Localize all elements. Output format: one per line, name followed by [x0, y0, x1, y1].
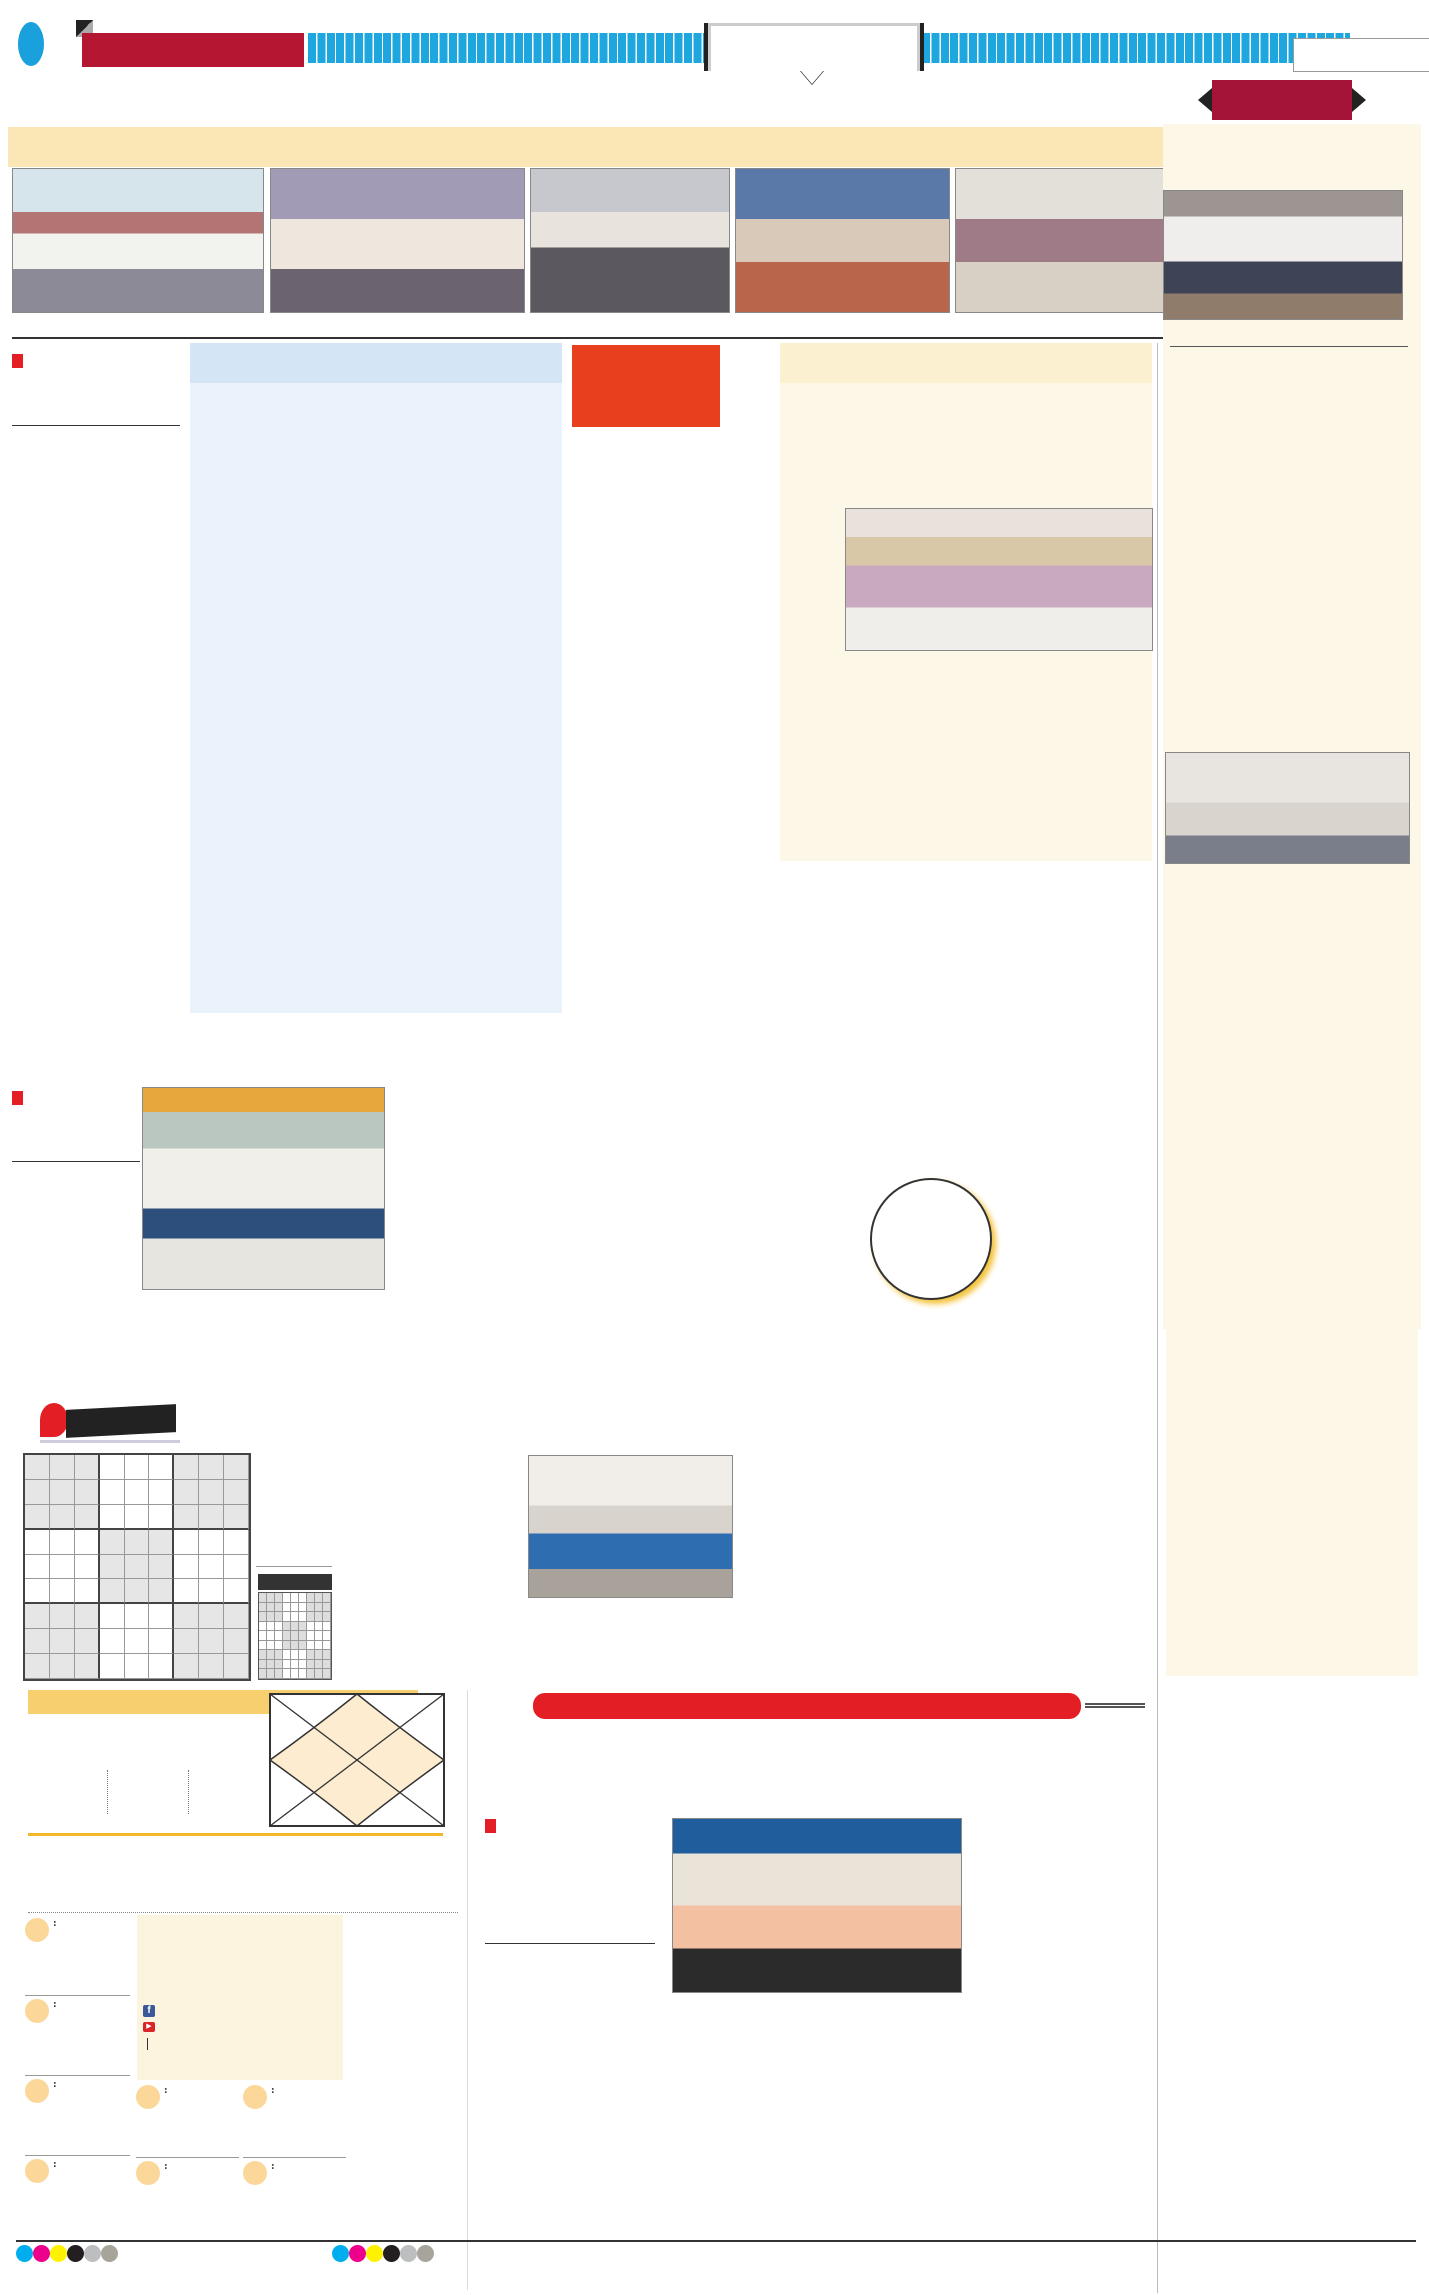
rashifal-dotted	[28, 1912, 458, 1913]
sudoku-cell[interactable]	[75, 1604, 100, 1629]
sudoku-cell[interactable]	[25, 1629, 50, 1654]
sudoku-answer-cell	[323, 1603, 331, 1613]
sudoku-answer-cell	[299, 1612, 307, 1622]
sudoku-answer-cell	[283, 1641, 291, 1651]
firozpur-body	[12, 430, 184, 1012]
rashi-item	[136, 2082, 239, 2157]
sudoku-answer-cell	[283, 1603, 291, 1613]
sudoku-answer-cell	[291, 1593, 299, 1603]
sudoku-cell[interactable]	[149, 1505, 174, 1530]
kakraula-subhead	[12, 1088, 142, 1110]
sudoku-cell[interactable]	[224, 1480, 249, 1505]
sudoku-answer-cell	[259, 1631, 267, 1641]
sudoku-badge	[40, 1403, 68, 1437]
lead-photo-1	[12, 168, 264, 313]
policybazaar-body	[1166, 1798, 1418, 2276]
sudoku-answer-cell	[283, 1593, 291, 1603]
sudoku-cell[interactable]	[224, 1530, 249, 1555]
rashi-sign-icon	[243, 2161, 267, 2185]
kundli-chart	[262, 1690, 452, 1830]
rashifal-planets	[32, 1770, 262, 1814]
sudoku-answer-cell	[307, 1631, 315, 1641]
malyarpan-body-left	[485, 1948, 655, 2288]
rashi-colon: :	[271, 2085, 275, 2096]
sudoku-cell[interactable]	[50, 1555, 75, 1580]
paper-name	[82, 33, 304, 67]
planet-column	[32, 1770, 101, 1814]
sudoku-answer-cell	[259, 1660, 267, 1670]
sudoku-cell[interactable]	[100, 1480, 125, 1505]
sudoku-cell[interactable]	[149, 1604, 174, 1629]
sudoku-cell[interactable]	[224, 1654, 249, 1679]
sudoku-answer-cell	[307, 1612, 315, 1622]
sudoku-cell[interactable]	[174, 1455, 199, 1480]
bullet-square-icon	[12, 354, 23, 368]
sudoku-cell[interactable]	[50, 1579, 75, 1604]
sudoku-cell[interactable]	[100, 1455, 125, 1480]
sudoku-answer-cell	[259, 1593, 267, 1603]
quick-read-label-box	[1212, 80, 1352, 120]
kakraula-body-mid	[148, 1312, 388, 1367]
sudoku-title-bar	[66, 1404, 176, 1438]
sudoku-answer-cell	[315, 1603, 323, 1613]
sudoku-cell[interactable]	[100, 1604, 125, 1629]
sudoku-cell[interactable]	[125, 1654, 150, 1679]
sudoku-cell[interactable]	[75, 1629, 100, 1654]
sudoku-answer-cell	[267, 1660, 275, 1670]
rashi-item	[25, 2155, 130, 2235]
sudoku-answer-cell	[267, 1603, 275, 1613]
sudoku-cell[interactable]	[50, 1604, 75, 1629]
malyarpan-body-right	[826, 2016, 972, 2288]
malyarpan-body-mid	[665, 2016, 820, 2288]
kundli-logo	[137, 1921, 343, 2001]
kakraula-divider	[12, 1161, 140, 1162]
sudoku-cell[interactable]	[50, 1455, 75, 1480]
rashi-col-2	[136, 2082, 239, 2232]
sudoku-answer-cell	[315, 1641, 323, 1651]
sudoku-answer-cell	[323, 1622, 331, 1632]
sudoku-cell[interactable]	[25, 1604, 50, 1629]
rashi-sign-icon	[25, 2159, 49, 2183]
kundli-youtube-row[interactable]	[143, 2022, 343, 2032]
sudoku-answer-cell	[315, 1631, 323, 1641]
sudoku-cell[interactable]	[50, 1505, 75, 1530]
sudoku-answer-cell	[267, 1593, 275, 1603]
sudoku-answer-cell	[283, 1612, 291, 1622]
sudoku-answer-cell	[323, 1631, 331, 1641]
sudoku-cell[interactable]	[199, 1579, 224, 1604]
sudoku-cell[interactable]	[224, 1629, 249, 1654]
rashifal-divider	[28, 1833, 443, 1836]
sudoku-cell[interactable]	[199, 1530, 224, 1555]
parents-body-left	[340, 1452, 468, 1687]
sudoku-answer-cell	[291, 1631, 299, 1641]
sudoku-answer-cell	[259, 1650, 267, 1660]
sudoku-answer-cell	[283, 1631, 291, 1641]
sudoku-cell[interactable]	[75, 1654, 100, 1679]
sudoku-answer-cell	[299, 1641, 307, 1651]
sudoku-answer-cell	[299, 1593, 307, 1603]
sudoku-answer-cell	[267, 1669, 275, 1679]
sudoku-cell[interactable]	[199, 1555, 224, 1580]
sudoku-title	[66, 1404, 176, 1410]
rashi-colon: :	[53, 1999, 57, 2010]
sudoku-cell[interactable]	[75, 1579, 100, 1604]
sudoku-cell[interactable]	[75, 1480, 100, 1505]
sudoku-answer-cell	[259, 1603, 267, 1613]
sudoku-answer-cell	[275, 1669, 283, 1679]
sudoku-answer-cell	[275, 1631, 283, 1641]
sudoku-cell[interactable]	[125, 1530, 150, 1555]
rashi-col-1	[25, 1915, 130, 2235]
rashi-colon: :	[164, 2161, 168, 2172]
firozpur-divider	[12, 425, 180, 426]
bottom-rule	[16, 2240, 1416, 2242]
sudoku-answer-cell	[315, 1669, 323, 1679]
sudoku-cell[interactable]	[149, 1530, 174, 1555]
school-body	[575, 928, 1080, 1014]
rashi-colon: :	[164, 2085, 168, 2096]
sudoku-cell[interactable]	[125, 1555, 150, 1580]
sudoku-answer-cell	[323, 1593, 331, 1603]
bullet-square-icon	[485, 1819, 496, 1833]
rashi-item	[25, 1995, 130, 2075]
sudoku-cell[interactable]	[125, 1604, 150, 1629]
sudoku-cell[interactable]	[125, 1480, 150, 1505]
farrukhnagar-body	[195, 388, 557, 1008]
baisakhi-body	[975, 1772, 1155, 2287]
kakraula-photo	[142, 1087, 385, 1290]
sudoku-cell[interactable]	[199, 1604, 224, 1629]
sudoku-answer-cell	[283, 1660, 291, 1670]
sudoku-answer-cell	[267, 1622, 275, 1632]
sudoku-answer-title-bar	[258, 1574, 332, 1590]
sudoku-cell[interactable]	[224, 1455, 249, 1480]
lead-divider	[12, 337, 1248, 339]
sudoku-answer-cell	[259, 1622, 267, 1632]
lead-headline	[8, 72, 1238, 134]
sudoku-answer-cell	[275, 1593, 283, 1603]
quick-read-photo	[1163, 190, 1403, 320]
sudoku-answer-cell	[315, 1593, 323, 1603]
bimla-body	[784, 388, 1148, 858]
sudoku-cell[interactable]	[25, 1654, 50, 1679]
sudoku-answer-cell	[275, 1660, 283, 1670]
sudoku-cell[interactable]	[149, 1654, 174, 1679]
sudoku-cell[interactable]	[174, 1480, 199, 1505]
sudoku-answer-cell	[291, 1660, 299, 1670]
sudoku-answer-cell	[275, 1612, 283, 1622]
sudoku-answer-cell	[267, 1612, 275, 1622]
sudoku-answer-cell	[299, 1631, 307, 1641]
sudoku-cell[interactable]	[75, 1530, 100, 1555]
malyarpan-subhead	[485, 1815, 660, 1839]
rashi-col-3	[243, 2082, 346, 2232]
kakraula-body-left	[12, 1166, 142, 1362]
sudoku-cell[interactable]	[25, 1480, 50, 1505]
youtube-icon: ▶	[143, 2022, 155, 2032]
sudoku-answer-cell	[275, 1650, 283, 1660]
kundli-timing-row	[143, 2038, 343, 2050]
quick-read-body	[1166, 350, 1416, 672]
kundli-separator	[147, 2038, 148, 2050]
sudoku-cell[interactable]	[174, 1604, 199, 1629]
sudoku-cell[interactable]	[50, 1629, 75, 1654]
sudoku-answer-cell	[259, 1641, 267, 1651]
sudoku-cell[interactable]	[199, 1505, 224, 1530]
sudoku-cell[interactable]	[100, 1579, 125, 1604]
rashi-colon: :	[53, 2159, 57, 2170]
sudoku-answer-cell	[323, 1612, 331, 1622]
sudoku-answer-cell	[259, 1669, 267, 1679]
sudoku-answer-cell	[283, 1650, 291, 1660]
sudoku-answer-cell	[267, 1631, 275, 1641]
sudoku-cell[interactable]	[149, 1629, 174, 1654]
sudoku-cell[interactable]	[174, 1505, 199, 1530]
column-rule	[467, 1690, 468, 2290]
malyarpan-divider	[485, 1943, 655, 1944]
sudoku-cell[interactable]	[199, 1480, 224, 1505]
sudoku-cell[interactable]	[174, 1654, 199, 1679]
rashi-item	[25, 1915, 130, 1995]
rashi-sign-icon	[25, 1918, 49, 1942]
sudoku-answer-cell	[299, 1669, 307, 1679]
rashi-item	[136, 2157, 239, 2232]
planet-column	[107, 1770, 181, 1814]
sudoku-cell[interactable]	[149, 1480, 174, 1505]
registration-dots-right	[332, 2245, 434, 2262]
sudoku-cell[interactable]	[199, 1654, 224, 1679]
malyarpan-photo	[672, 1818, 962, 1993]
sudoku-cell[interactable]	[75, 1455, 100, 1480]
sudoku-answer-cell	[307, 1622, 315, 1632]
sudoku-cell[interactable]	[224, 1604, 249, 1629]
sudoku-cell[interactable]	[224, 1505, 249, 1530]
sudoku-cell[interactable]	[174, 1555, 199, 1580]
sudoku-cell[interactable]	[100, 1654, 125, 1679]
sudoku-answer-cell	[307, 1669, 315, 1679]
lead-photo-4	[735, 168, 950, 313]
masthead-stripes-left	[308, 33, 706, 63]
sudoku-cell[interactable]	[174, 1530, 199, 1555]
sudoku-answer-cell	[323, 1650, 331, 1660]
sudoku-answer-cell	[283, 1622, 291, 1632]
bullet-square-icon	[12, 1091, 23, 1105]
parents-body-right	[742, 1452, 1147, 1687]
kundli-ad	[137, 1915, 343, 2080]
sudoku-answer-cell	[307, 1641, 315, 1651]
sudoku-cell[interactable]	[125, 1505, 150, 1530]
sudoku-answer-cell	[307, 1603, 315, 1613]
rashifal-panchang	[28, 1838, 448, 1902]
sudoku-answer-cell	[291, 1612, 299, 1622]
sudoku-cell[interactable]	[25, 1455, 50, 1480]
sudoku-answer-cell	[275, 1622, 283, 1632]
rashi-item	[243, 2082, 346, 2157]
sudoku-cell[interactable]	[25, 1530, 50, 1555]
bimla-head-box	[780, 343, 1152, 383]
sudoku-answer-cell	[299, 1603, 307, 1613]
sudoku-cell[interactable]	[149, 1579, 174, 1604]
rashi-sign-icon	[25, 2079, 49, 2103]
jayanti-pullquote	[870, 1178, 992, 1300]
parents-body-bottom	[474, 1618, 737, 1688]
sudoku-cell[interactable]	[100, 1555, 125, 1580]
sudoku-answer-cell	[299, 1660, 307, 1670]
lead-photo-3	[530, 168, 730, 313]
lead-deck	[8, 127, 1246, 167]
bimla-photo-spacer	[840, 388, 1148, 678]
page-number-badge	[18, 22, 44, 66]
sudoku-cell[interactable]	[50, 1530, 75, 1555]
sudoku-cell[interactable]	[174, 1579, 199, 1604]
sudoku-cell[interactable]	[125, 1455, 150, 1480]
sudoku-cell[interactable]	[149, 1455, 174, 1480]
sudoku-answer-cell	[275, 1641, 283, 1651]
rashi-colon: :	[53, 2079, 57, 2090]
rashi-item	[25, 2075, 130, 2155]
sudoku-cell[interactable]	[125, 1629, 150, 1654]
sudoku-answer-cell	[315, 1612, 323, 1622]
sudoku-cell[interactable]	[100, 1530, 125, 1555]
sudoku-cell[interactable]	[25, 1579, 50, 1604]
sudoku-answer-cell	[307, 1650, 315, 1660]
rashi-col-4	[350, 1915, 455, 2235]
column-rule	[1157, 343, 1158, 2293]
malyarpan-kicker	[533, 1693, 1081, 1719]
quick-read-arrow-left	[1198, 88, 1212, 112]
sudoku-cell[interactable]	[125, 1579, 150, 1604]
rashi-colon: :	[271, 2161, 275, 2172]
sudoku-cell[interactable]	[100, 1629, 125, 1654]
farrukhnagar-head-box	[190, 343, 562, 383]
tauru-headline	[572, 345, 720, 351]
rashi-sign-icon	[243, 2085, 267, 2109]
quick-read-divider	[1170, 346, 1408, 347]
sudoku-answer-cell	[291, 1641, 299, 1651]
nirmanadhin-photo	[1165, 752, 1410, 864]
sudoku-answer-cell	[323, 1641, 331, 1651]
sudoku-answer-cell	[315, 1622, 323, 1632]
sudoku-cell[interactable]	[75, 1555, 100, 1580]
sudoku-cell[interactable]	[25, 1505, 50, 1530]
sudoku-answer-cell	[267, 1650, 275, 1660]
sudoku-answer-cell	[291, 1603, 299, 1613]
nirmanadhin-body	[1166, 900, 1416, 1152]
parents-photo	[528, 1455, 733, 1598]
sudoku-answer-cell	[315, 1660, 323, 1670]
rashi-item	[243, 2157, 346, 2232]
dateline-box	[1293, 38, 1429, 72]
sudoku-answer-cell	[323, 1660, 331, 1670]
sudoku-answer-cell	[299, 1650, 307, 1660]
tauru-body	[572, 432, 720, 860]
sudoku-answer-cell	[307, 1593, 315, 1603]
lead-photo-2	[270, 168, 525, 313]
facebook-icon: f	[143, 2005, 155, 2017]
sudoku-answer-cell	[299, 1622, 307, 1632]
sudoku-answer-divider	[256, 1566, 332, 1567]
sudoku-answer-cell	[323, 1669, 331, 1679]
rashi-sign-icon	[25, 1999, 49, 2023]
sudoku-cell[interactable]	[199, 1455, 224, 1480]
kakraula-body-right	[390, 1087, 520, 1367]
sudoku-cell[interactable]	[174, 1629, 199, 1654]
quick-read-arrow-right	[1352, 88, 1366, 112]
malyarpan-kicker-rule	[1085, 1703, 1145, 1708]
sudoku-title-underline	[40, 1440, 180, 1443]
sudoku-answer-cell	[291, 1650, 299, 1660]
sudoku-cell[interactable]	[224, 1555, 249, 1580]
sudoku-answer-cell	[259, 1612, 267, 1622]
sudoku-answer-cell	[275, 1603, 283, 1613]
nirmanadhin-caption	[1166, 868, 1411, 896]
masthead-stripes-right	[922, 33, 1350, 63]
sudoku-cell[interactable]	[224, 1579, 249, 1604]
kundli-facebook-row[interactable]	[143, 2005, 343, 2017]
tauru-head-box	[572, 345, 720, 427]
sudoku-answer-cell	[291, 1622, 299, 1632]
sudoku-answer-cell	[291, 1669, 299, 1679]
sudoku-cell[interactable]	[100, 1505, 125, 1530]
sudoku-cell[interactable]	[50, 1480, 75, 1505]
registration-dots-left	[16, 2245, 118, 2262]
sudoku-answer-cell	[307, 1660, 315, 1670]
rashi-sign-icon	[136, 2161, 160, 2185]
sudoku-answer-grid	[258, 1592, 332, 1680]
rashi-colon: :	[53, 1918, 57, 1929]
sudoku-cell[interactable]	[25, 1555, 50, 1580]
boundary-body	[1166, 1208, 1418, 1676]
sudoku-cell[interactable]	[199, 1629, 224, 1654]
planet-column	[188, 1770, 262, 1814]
sudoku-answer-cell	[283, 1669, 291, 1679]
sudoku-cell[interactable]	[149, 1555, 174, 1580]
sudoku-cell[interactable]	[75, 1505, 100, 1530]
sudoku-cell[interactable]	[50, 1654, 75, 1679]
firozpur-headline	[12, 350, 180, 374]
sudoku-instructions	[256, 1453, 332, 1563]
sudoku-grid[interactable]	[23, 1453, 251, 1681]
rashi-sign-icon	[136, 2085, 160, 2109]
sudoku-answer-cell	[315, 1650, 323, 1660]
sudoku-answer-cell	[267, 1641, 275, 1651]
city-tab	[708, 23, 920, 71]
